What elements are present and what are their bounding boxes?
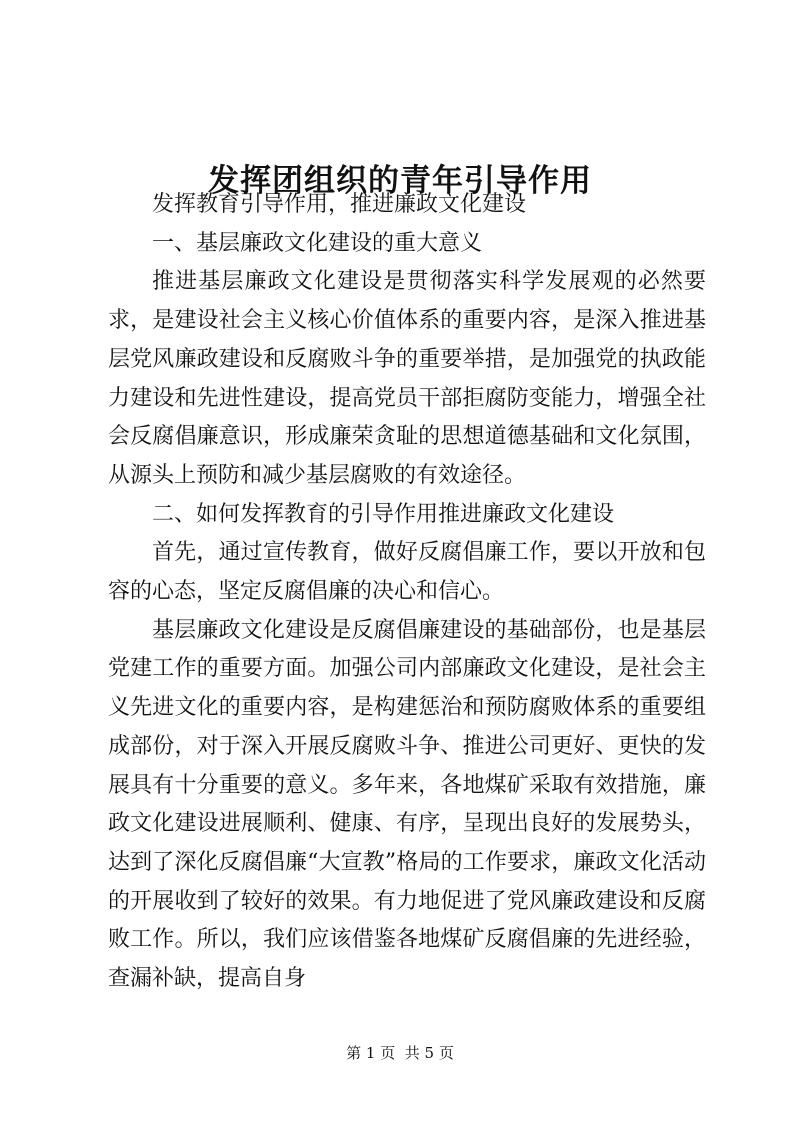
page-footer <box>0 1043 800 1063</box>
paragraph-foundation: 基层廉政文化建设是反腐倡廉建设的基础部份，也是基层党建工作的重要方面。加强公司内部廉政文化建设，是社会主义先进文化的重要内容，是构建惩治和预防腐败体系的重要组成部份，对于深入开展反腐败斗争、推进公司更好、更快的发展具有十分重要的意义。多年来，各地煤矿采取有效措施，廉政文化建设进展顺利、健康、有序，呈现出良好的发展势头，达到了深化反腐倡廉“大宣教”格局的工作要求，廉政文化活动的开展收到了较好的效果。有力地促进了党风廉政建设和反腐败工作。所以，我们应该借鉴各地煤矿反腐倡廉的先进经验，查漏补缺，提高自身 <box>108 617 706 992</box>
section-heading-2: 二、如何发挥教育的引导作用推进廉政文化建设 <box>152 501 615 527</box>
page-number: 第 1 页 共 5 页 <box>346 1044 454 1062</box>
section-heading-1: 一、基层廉政文化建设的重大意义 <box>152 230 483 256</box>
paragraph-significance: 推进基层廉政文化建设是贯彻落实科学发展观的必然要求，是建设社会主义核心价值体系的重要内容，是深入推进基层党风廉政建设和反腐败斗争的重要举措，是加强党的执政能力建设和先进性建设，提高党员干部拒腐防变能力，增强全社会反腐倡廉意识，形成廉荣贪耻的思想道德基础和文化氛围，从源头上预防和减少基层腐败的有效途径。 <box>108 269 706 488</box>
document-body <box>108 186 706 999</box>
paragraph-first: 首先，通过宣传教育，做好反腐倡廉工作，要以开放和包容的心态，坚定反腐倡廉的决心和信心。 <box>108 540 706 605</box>
document-title: 发挥团组织的青年引导作用 <box>208 162 592 199</box>
paragraph-subtitle: 发挥教育引导作用，推进廉政文化建设 <box>152 192 527 217</box>
